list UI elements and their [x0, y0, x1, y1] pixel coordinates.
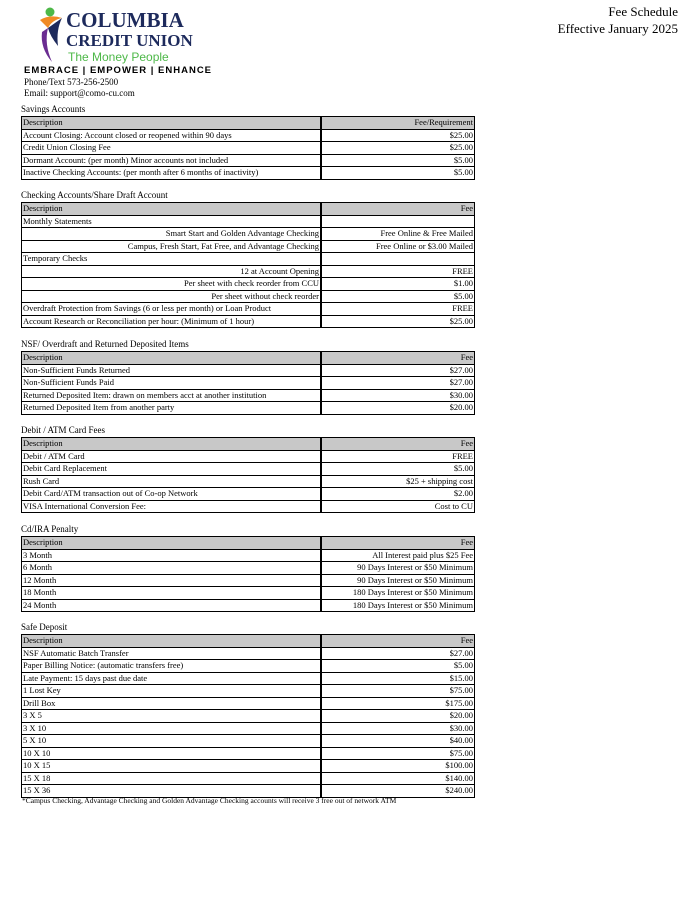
table-row: [22, 315, 475, 328]
row-fee: $27.00: [321, 647, 475, 660]
row-description: 3 X 10: [22, 722, 322, 735]
table-row: [22, 364, 475, 377]
column-header-description: Description: [22, 438, 322, 451]
brand-slogan: The Money People: [68, 50, 169, 64]
row-description: Returned Deposited Item from another party: [22, 402, 322, 415]
row-fee: FREE: [321, 303, 475, 316]
table-row: [22, 562, 475, 575]
person-figure-icon: [40, 8, 62, 63]
contact-phone: Phone/Text 573-256-2500: [24, 77, 119, 87]
table-row: [22, 129, 475, 142]
row-fee: $30.00: [321, 389, 475, 402]
document-header: [558, 3, 678, 37]
section-title: Safe Deposit: [21, 622, 68, 632]
row-fee: $1.00: [321, 278, 475, 291]
row-fee: $30.00: [321, 722, 475, 735]
row-description: 12 Month: [22, 574, 322, 587]
table-row: [22, 463, 475, 476]
row-fee: [321, 253, 475, 266]
table-row: [22, 265, 475, 278]
row-description: Per sheet without check reorder: [22, 290, 322, 303]
row-description: NSF Automatic Batch Transfer: [22, 647, 322, 660]
savings-section: [21, 104, 475, 180]
table-row: [22, 303, 475, 316]
columbia-credit-union-logo: [38, 6, 208, 66]
table-row: [22, 599, 475, 612]
row-fee: Free Online or $3.00 Mailed: [321, 240, 475, 253]
table-row: [22, 647, 475, 660]
column-header-fee: Fee: [321, 203, 475, 216]
row-description: Non-Sufficient Funds Returned: [22, 364, 322, 377]
row-description: Debit Card/ATM transaction out of Co-op Network: [22, 488, 322, 501]
row-fee: 180 Days Interest or $50 Minimum: [321, 587, 475, 600]
row-description: 10 X 10: [22, 747, 322, 760]
table-header-row: [22, 117, 475, 130]
table-row: [22, 154, 475, 167]
table-row: [22, 389, 475, 402]
row-fee: $5.00: [321, 290, 475, 303]
row-fee: $5.00: [321, 463, 475, 476]
row-description: Paper Billing Notice: (automatic transfers free): [22, 660, 322, 673]
table-row: [22, 240, 475, 253]
row-description: 1 Lost Key: [22, 685, 322, 698]
row-fee: $100.00: [321, 760, 475, 773]
section-title: Debit / ATM Card Fees: [21, 425, 105, 435]
checking-table: [21, 202, 475, 328]
row-fee: $25.00: [321, 315, 475, 328]
table-row: [22, 574, 475, 587]
table-row: [22, 747, 475, 760]
debit-section: [21, 425, 475, 513]
row-fee: $240.00: [321, 785, 475, 798]
row-description: 5 X 10: [22, 735, 322, 748]
brand-name-line2: CREDIT UNION: [66, 31, 193, 50]
table-header-row: [22, 352, 475, 365]
row-fee: $20.00: [321, 710, 475, 723]
row-fee: Free Online & Free Mailed: [321, 228, 475, 241]
row-description: 3 Month: [22, 549, 322, 562]
row-fee: $27.00: [321, 377, 475, 390]
section-title: Checking Accounts/Share Draft Account: [21, 190, 168, 200]
row-fee: Cost to CU: [321, 500, 475, 513]
column-header-fee: Fee: [321, 438, 475, 451]
row-description: Smart Start and Golden Advantage Checking: [22, 228, 322, 241]
column-header-description: Description: [22, 203, 322, 216]
page-title: Fee Schedule: [608, 4, 678, 19]
row-description: Dormant Account: (per month) Minor accounts not included: [22, 154, 322, 167]
table-row: [22, 253, 475, 266]
row-description: Credit Union Closing Fee: [22, 142, 322, 155]
column-header-description: Description: [22, 635, 322, 648]
row-description: 24 Month: [22, 599, 322, 612]
row-description: Account Research or Reconciliation per hour: (Minimum of 1 hour): [22, 315, 322, 328]
table-row: [22, 735, 475, 748]
table-row: [22, 215, 475, 228]
table-row: [22, 685, 475, 698]
row-description: Debit / ATM Card: [22, 450, 322, 463]
cd-ira-table: [21, 536, 475, 612]
row-description: VISA International Conversion Fee:: [22, 500, 322, 513]
table-row: [22, 278, 475, 291]
checking-section: [21, 190, 475, 328]
row-fee: $75.00: [321, 685, 475, 698]
table-header-row: [22, 537, 475, 550]
row-fee: $5.00: [321, 154, 475, 167]
table-row: [22, 760, 475, 773]
row-description: 3 X 5: [22, 710, 322, 723]
table-header-row: [22, 438, 475, 451]
row-description: Inactive Checking Accounts: (per month after 6 months of inactivity): [22, 167, 322, 180]
debit-table: [21, 437, 475, 513]
row-fee: $20.00: [321, 402, 475, 415]
table-row: [22, 167, 475, 180]
table-row: [22, 488, 475, 501]
safe-deposit-section: [21, 622, 475, 798]
row-description: 15 X 36: [22, 785, 322, 798]
table-row: [22, 697, 475, 710]
table-row: [22, 549, 475, 562]
table-row: [22, 672, 475, 685]
row-fee: $5.00: [321, 660, 475, 673]
row-description: Account Closing: Account closed or reopened within 90 days: [22, 129, 322, 142]
row-fee: FREE: [321, 450, 475, 463]
section-title: Cd/IRA Penalty: [21, 524, 79, 534]
row-fee: FREE: [321, 265, 475, 278]
table-row: [22, 290, 475, 303]
row-description: Overdraft Protection from Savings (6 or less per month) or Loan Product: [22, 303, 322, 316]
row-fee: $2.00: [321, 488, 475, 501]
table-header-row: [22, 203, 475, 216]
section-title: NSF/ Overdraft and Returned Deposited Items: [21, 339, 189, 349]
row-fee: $5.00: [321, 167, 475, 180]
cd-ira-section: [21, 524, 475, 612]
column-header-description: Description: [22, 117, 322, 130]
column-header-fee: Fee: [321, 635, 475, 648]
row-fee: $15.00: [321, 672, 475, 685]
row-fee: $175.00: [321, 697, 475, 710]
effective-date: Effective January 2025: [557, 21, 678, 36]
table-row: [22, 587, 475, 600]
row-description: Per sheet with check reorder from CCU: [22, 278, 322, 291]
column-header-fee: Fee: [321, 537, 475, 550]
row-fee: 90 Days Interest or $50 Minimum: [321, 574, 475, 587]
section-title: Savings Accounts: [21, 104, 86, 114]
table-row: [22, 710, 475, 723]
brand-name-line1: COLUMBIA: [66, 8, 184, 32]
column-header-description: Description: [22, 537, 322, 550]
row-fee: [321, 215, 475, 228]
row-description: 18 Month: [22, 587, 322, 600]
row-fee: $25.00: [321, 129, 475, 142]
contact-email: Email: support@como-cu.com: [24, 88, 135, 98]
row-description: 10 X 15: [22, 760, 322, 773]
table-row: [22, 500, 475, 513]
safe-deposit-table: [21, 634, 475, 798]
row-fee: $25 + shipping cost: [321, 475, 475, 488]
row-fee: $75.00: [321, 747, 475, 760]
table-row: [22, 377, 475, 390]
table-row: [22, 450, 475, 463]
brand-tagline: EMBRACE | EMPOWER | ENHANCE: [24, 65, 213, 76]
table-row: [22, 660, 475, 673]
row-description: 15 X 18: [22, 772, 322, 785]
row-fee: $25.00: [321, 142, 475, 155]
column-header-fee: Fee: [321, 352, 475, 365]
table-header-row: [22, 635, 475, 648]
row-description: Late Payment: 15 days past due date: [22, 672, 322, 685]
row-fee: $27.00: [321, 364, 475, 377]
row-description: Rush Card: [22, 475, 322, 488]
nsf-section: [21, 339, 475, 415]
row-description: Non-Sufficient Funds Paid: [22, 377, 322, 390]
contact-info: [24, 77, 135, 99]
column-header-fee: Fee/Requirement: [321, 117, 475, 130]
row-fee: All Interest paid plus $25 Fee: [321, 549, 475, 562]
table-row: [22, 772, 475, 785]
column-header-description: Description: [22, 352, 322, 365]
row-fee: $40.00: [321, 735, 475, 748]
row-description: Debit Card Replacement: [22, 463, 322, 476]
row-fee: 90 Days Interest or $50 Minimum: [321, 562, 475, 575]
table-row: [22, 722, 475, 735]
table-row: [22, 475, 475, 488]
row-fee: $140.00: [321, 772, 475, 785]
footnote: *Campus Checking, Advantage Checking and Golden Advantage Checking accounts will receive 3 free out of network ATM: [22, 796, 397, 805]
row-description: 12 at Account Opening: [22, 265, 322, 278]
row-description: Monthly Statements: [22, 215, 322, 228]
row-description: Returned Deposited Item: drawn on members acct at another institution: [22, 389, 322, 402]
row-description: Campus, Fresh Start, Fat Free, and Advantage Checking: [22, 240, 322, 253]
row-description: Temporary Checks: [22, 253, 322, 266]
table-row: [22, 402, 475, 415]
table-row: [22, 228, 475, 241]
row-description: Drill Box: [22, 697, 322, 710]
table-row: [22, 142, 475, 155]
savings-table: [21, 116, 475, 180]
row-fee: 180 Days Interest or $50 Minimum: [321, 599, 475, 612]
row-description: 6 Month: [22, 562, 322, 575]
nsf-table: [21, 351, 475, 415]
